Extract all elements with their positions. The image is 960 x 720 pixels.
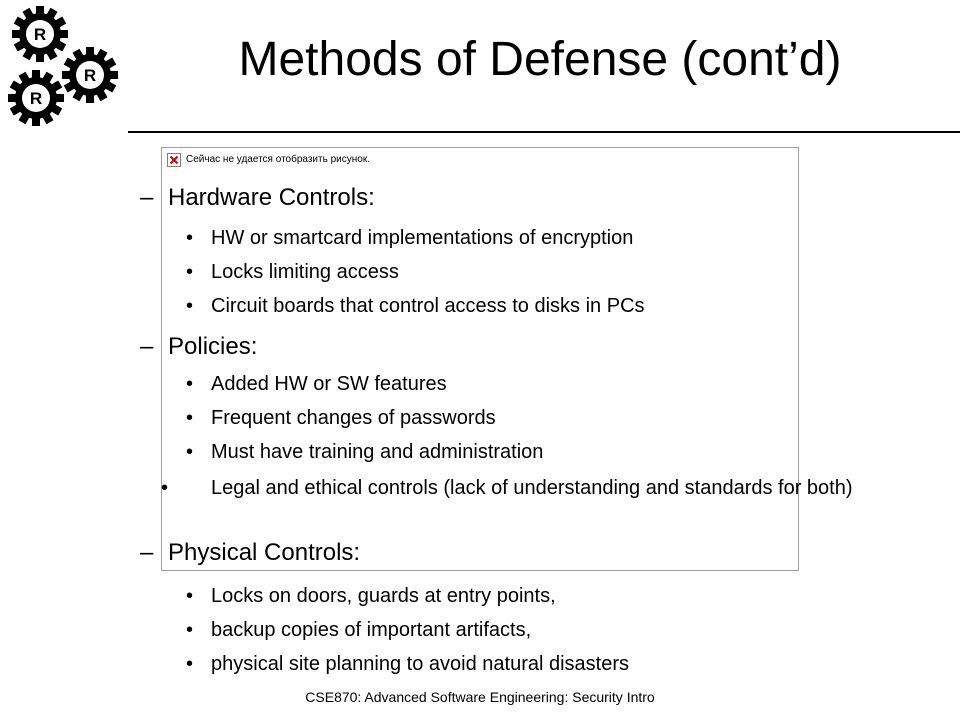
gear-right-icon [62, 47, 118, 103]
section-heading-label: Policies: [168, 333, 258, 360]
list-item-text: backup copies of important artifacts, [211, 619, 532, 641]
section-heading-physical [140, 538, 360, 568]
gears-logo [0, 0, 135, 135]
list-item [186, 294, 645, 318]
bullet-marker: • [186, 295, 194, 317]
gear-top-letter: R [33, 25, 47, 44]
list-item-text: Legal and ethical controls (lack of understanding and standards for both) [211, 477, 853, 499]
gear-top-icon [12, 6, 68, 62]
section-heading-hardware [140, 183, 375, 213]
bullet-marker: • [186, 653, 194, 675]
title-divider [128, 131, 960, 133]
list-item-text: Must have training and administration [211, 441, 544, 463]
list-item-text: Locks limiting access [211, 261, 399, 283]
list-item [161, 476, 871, 500]
image-placeholder-message: Сейчас не удается отобразить рисунок. [186, 154, 370, 165]
list-item-text: Locks on doors, guards at entry points, [211, 585, 556, 607]
gear-bottom-icon [8, 70, 64, 126]
dash-marker: – [140, 184, 154, 211]
list-item [186, 226, 633, 250]
slide-title: Methods of Defense (cont’d) [238, 33, 842, 86]
bullet-marker: • [186, 441, 194, 463]
list-item [186, 406, 496, 430]
broken-image-icon [167, 153, 181, 167]
dash-marker: – [140, 333, 154, 360]
list-item [186, 584, 556, 608]
list-item-text: Circuit boards that control access to disks in PCs [211, 295, 645, 317]
list-item [186, 440, 543, 464]
list-item [186, 618, 531, 642]
list-item-text: Frequent changes of passwords [211, 407, 496, 429]
bullet-marker: • [186, 619, 194, 641]
gear-right-letter: R [83, 66, 97, 85]
bullet-marker: • [186, 373, 194, 395]
gear-bottom-letter: R [29, 89, 43, 108]
list-item-text: Added HW or SW features [211, 373, 447, 395]
list-item [186, 372, 447, 396]
list-item [186, 652, 629, 676]
bullet-marker: • [186, 261, 194, 283]
bullet-marker: • [161, 477, 169, 499]
list-item-text: physical site planning to avoid natural disasters [211, 653, 630, 675]
section-heading-label: Physical Controls: [168, 539, 361, 566]
section-heading-label: Hardware Controls: [168, 184, 375, 211]
slide-footer: CSE870: Advanced Software Engineering: Security Intro [305, 689, 655, 705]
list-item [186, 260, 399, 284]
bullet-marker: • [186, 407, 194, 429]
dash-marker: – [140, 539, 154, 566]
list-item-text: HW or smartcard implementations of encryption [211, 227, 634, 249]
bullet-marker: • [186, 227, 194, 249]
section-heading-policies [140, 332, 257, 362]
bullet-marker: • [186, 585, 194, 607]
